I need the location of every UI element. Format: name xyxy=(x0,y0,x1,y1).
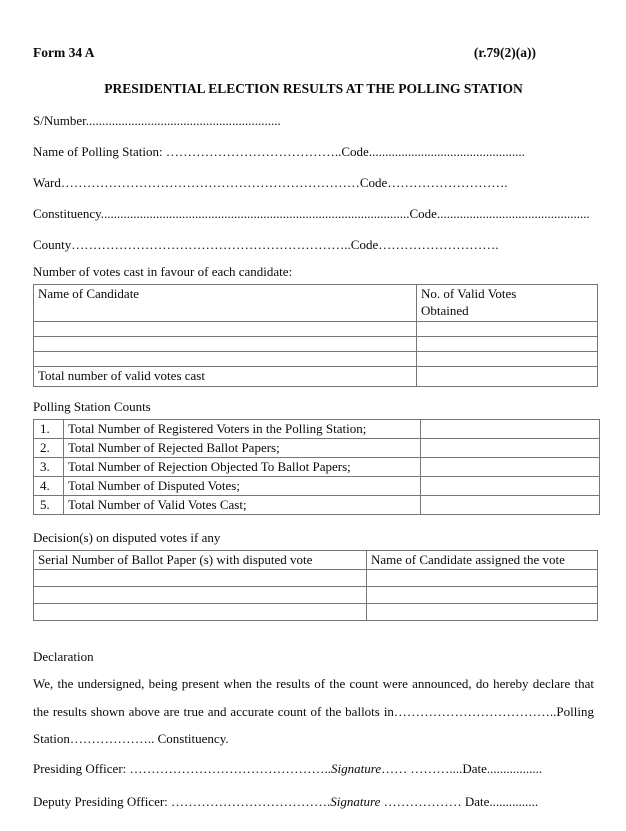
rule-reference: (r.79(2)(a)) xyxy=(473,45,536,60)
ballot-serial-cell xyxy=(34,570,367,587)
document-title: PRESIDENTIAL ELECTION RESULTS AT THE POLLING STATION xyxy=(104,81,523,96)
ballot-serial-cell xyxy=(34,587,367,604)
date-label: Date xyxy=(464,793,490,809)
declaration-heading: Declaration xyxy=(33,649,94,664)
counts-row-label: Total Number of Registered Voters in the Polling Station; xyxy=(64,420,421,439)
serial-number-line: S/Number............................................................ xyxy=(33,113,281,128)
candidate-votes-empty-row xyxy=(34,337,598,352)
presiding-officer-signature-line xyxy=(33,761,594,777)
presiding-officer-label: Presiding Officer: ……………………………………….. xyxy=(33,760,332,776)
counts-row-label: Total Number of Rejection Objected To Ballot Papers; xyxy=(64,458,421,477)
candidate-votes-table xyxy=(33,284,598,387)
assigned-candidate-header: Name of Candidate assigned the vote xyxy=(367,551,598,570)
counts-row-label: Total Number of Valid Votes Cast; xyxy=(64,496,421,515)
candidate-votes-empty-row xyxy=(34,322,598,337)
ward-line: Ward……………………………………………………………Code………………………. xyxy=(33,175,508,190)
assigned-candidate-cell xyxy=(367,604,598,621)
ballot-serial-header: Serial Number of Ballot Paper (s) with disputed vote xyxy=(34,551,367,570)
polling-station-counts-table xyxy=(33,419,600,515)
document-header xyxy=(33,45,594,61)
form-number: Form 34 A xyxy=(33,45,95,60)
signature-dots: ……………… xyxy=(380,793,465,809)
candidate-name-cell xyxy=(34,322,417,337)
date-dots: ............... xyxy=(489,793,539,809)
date-dots: ................. xyxy=(486,760,543,776)
valid-votes-header-text: No. of Valid Votes Obtained xyxy=(421,286,517,318)
counts-row-5 xyxy=(34,496,600,515)
total-valid-votes-cell xyxy=(417,367,598,387)
signature-label: Signature xyxy=(331,760,382,776)
disputed-votes-section-label: Decision(s) on disputed votes if any xyxy=(33,530,221,545)
counts-row-number: 1. xyxy=(34,420,64,439)
counts-row-number: 2. xyxy=(34,439,64,458)
date-label: Date xyxy=(462,760,487,776)
valid-votes-header xyxy=(417,285,598,322)
counts-row-value-cell xyxy=(421,458,600,477)
valid-votes-cell xyxy=(417,322,598,337)
ballot-serial-cell xyxy=(34,604,367,621)
candidate-name-cell xyxy=(34,337,417,352)
counts-row-value-cell xyxy=(421,496,600,515)
candidate-votes-total-row xyxy=(34,367,598,387)
signature-label: Signature xyxy=(330,793,381,809)
declaration-body: We, the undersigned, being present when the results of the count were announced, do hereby declare that the results shown above are true and accurate count of the ballots in………………………………..Polling Station……………….. Constituency. xyxy=(33,676,594,746)
polling-station-counts-label: Polling Station Counts xyxy=(33,399,151,414)
counts-row-3 xyxy=(34,458,600,477)
assigned-candidate-cell xyxy=(367,587,598,604)
counts-row-value-cell xyxy=(421,477,600,496)
counts-row-value-cell xyxy=(421,439,600,458)
counts-row-value-cell xyxy=(421,420,600,439)
counts-row-number: 5. xyxy=(34,496,64,515)
counts-row-label: Total Number of Disputed Votes; xyxy=(64,477,421,496)
candidate-name-header: Name of Candidate xyxy=(34,285,417,322)
signature-dots: …… ……….... xyxy=(381,760,463,776)
valid-votes-cell xyxy=(417,352,598,367)
candidate-name-cell xyxy=(34,352,417,367)
disputed-votes-table xyxy=(33,550,598,621)
disputed-votes-empty-row xyxy=(34,570,598,587)
candidate-votes-header-row xyxy=(34,285,598,322)
candidate-votes-empty-row xyxy=(34,352,598,367)
polling-station-name-line: Name of Polling Station: …………………………………..Code................................................ xyxy=(33,144,525,159)
counts-row-1 xyxy=(34,420,600,439)
total-valid-votes-label: Total number of valid votes cast xyxy=(34,367,417,387)
candidate-votes-section-label: Number of votes cast in favour of each candidate: xyxy=(33,264,293,279)
counts-row-2 xyxy=(34,439,600,458)
counts-row-number: 3. xyxy=(34,458,64,477)
disputed-votes-empty-row xyxy=(34,587,598,604)
counts-row-number: 4. xyxy=(34,477,64,496)
disputed-votes-header-row xyxy=(34,551,598,570)
counts-row-4 xyxy=(34,477,600,496)
counts-row-label: Total Number of Rejected Ballot Papers; xyxy=(64,439,421,458)
valid-votes-cell xyxy=(417,337,598,352)
deputy-presiding-officer-signature-line xyxy=(33,794,594,810)
deputy-presiding-officer-label: Deputy Presiding Officer: ………………………………. xyxy=(33,793,331,809)
disputed-votes-empty-row xyxy=(34,604,598,621)
constituency-line: Constituency...............................................................................................Code............................................... xyxy=(33,206,590,221)
assigned-candidate-cell xyxy=(367,570,598,587)
county-line: County………………………………………………………..Code………………………. xyxy=(33,237,499,252)
